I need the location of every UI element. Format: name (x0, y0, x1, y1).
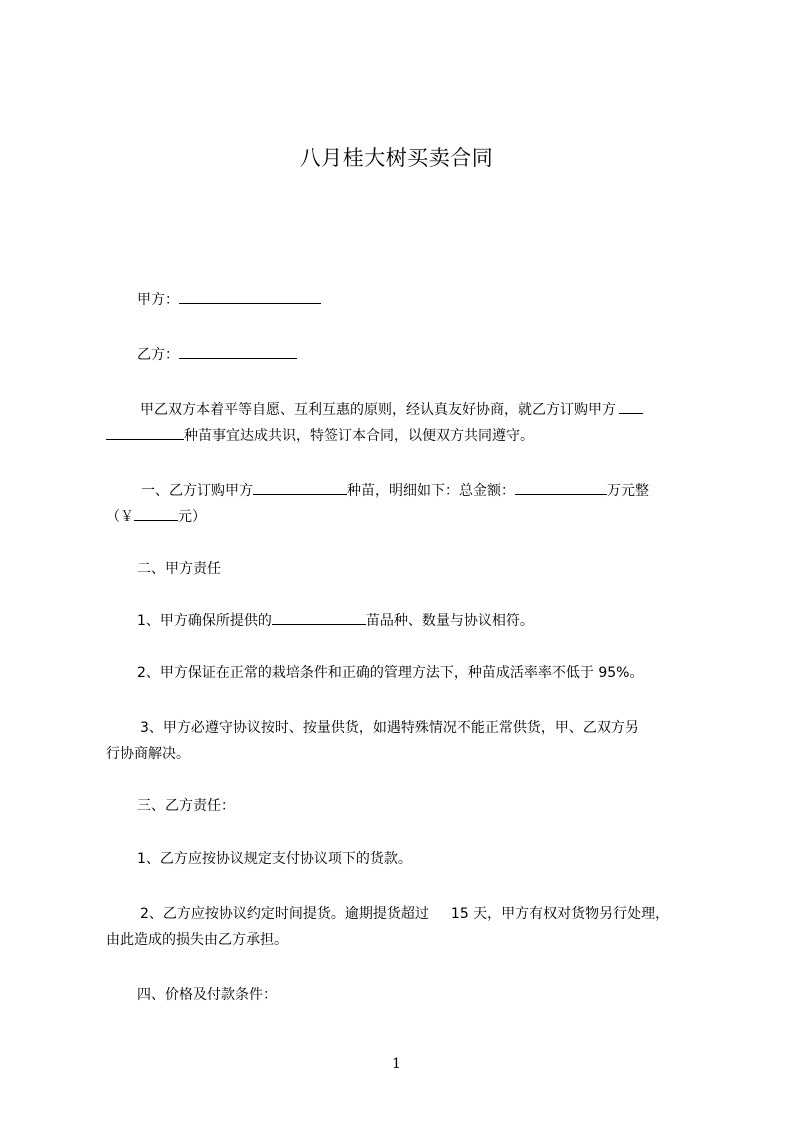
preamble-line-1 (140, 397, 643, 423)
clause-1-line-1 (141, 478, 649, 504)
clause-1-text-2: 种苗，明细如下：总金额： (347, 483, 515, 499)
section-3-item-2-text-1: 2、乙方应按协议约定时间提货。逾期提货超过 (140, 906, 429, 922)
section-3-heading: 三、乙方责任： (137, 798, 235, 814)
clause-1-blank-yuan (134, 506, 178, 521)
section-2-item-1-blank (272, 610, 366, 625)
section-3-item-2-text-2: 15 天，甲方有权对货物另行处理， (450, 906, 670, 922)
clause-1-text-5: 元） (178, 509, 206, 525)
clause-1-text-3: 万元整 (607, 483, 649, 499)
party-a-label: 甲方： (137, 292, 179, 308)
clause-1-line-2 (106, 504, 206, 530)
preamble-blank-a (619, 399, 643, 414)
section-3-item-2-line-1 (140, 901, 669, 927)
preamble-text-1: 甲乙双方本着平等自愿、互利互惠的原则，经认真友好协商，就乙方订购甲方 (140, 402, 616, 418)
preamble-blank-b (106, 425, 184, 440)
section-2-item-2: 2、甲方保证在正常的栽培条件和正确的管理方法下，种苗成活率率不低于 95%。 (137, 665, 644, 681)
clause-1-text-4: （￥ (106, 509, 134, 525)
clause-1-blank-amount (515, 480, 607, 495)
section-2-item-1 (137, 608, 534, 634)
party-b-label: 乙方： (137, 347, 179, 363)
party-b-line (137, 342, 297, 368)
section-3-item-2-line-2: 由此造成的损失由乙方承担。 (106, 932, 288, 948)
section-2-item-1-text-2: 苗品种、数量与协议相符。 (365, 613, 534, 629)
party-b-blank (179, 344, 297, 359)
party-a-blank (179, 289, 321, 304)
section-4-heading: 四、价格及付款条件： (137, 987, 277, 1003)
section-3-item-1: 1、乙方应按协议规定支付协议项下的货款。 (137, 851, 412, 867)
clause-1-blank-seedling (253, 480, 347, 495)
section-2-item-3-line-1: 3、甲方必遵守协议按时、按量供货，如遇特殊情况不能正常供货，甲、乙双方另 (140, 720, 639, 736)
section-2-item-3-line-2: 行协商解决。 (106, 746, 190, 762)
clause-1-text-1: 一、乙方订购甲方 (141, 483, 253, 499)
preamble-line-2 (106, 423, 534, 449)
party-a-line (137, 287, 321, 313)
section-2-item-1-text-1: 1、甲方确保所提供的 (137, 613, 272, 629)
document-title: 八月桂大树买卖合同 (299, 146, 494, 170)
section-2-heading: 二、甲方责任 (137, 561, 221, 577)
preamble-text-2: 种苗事宜达成共识，特签订本合同，以便双方共同遵守。 (184, 428, 534, 444)
page-number: 1 (392, 1056, 401, 1072)
